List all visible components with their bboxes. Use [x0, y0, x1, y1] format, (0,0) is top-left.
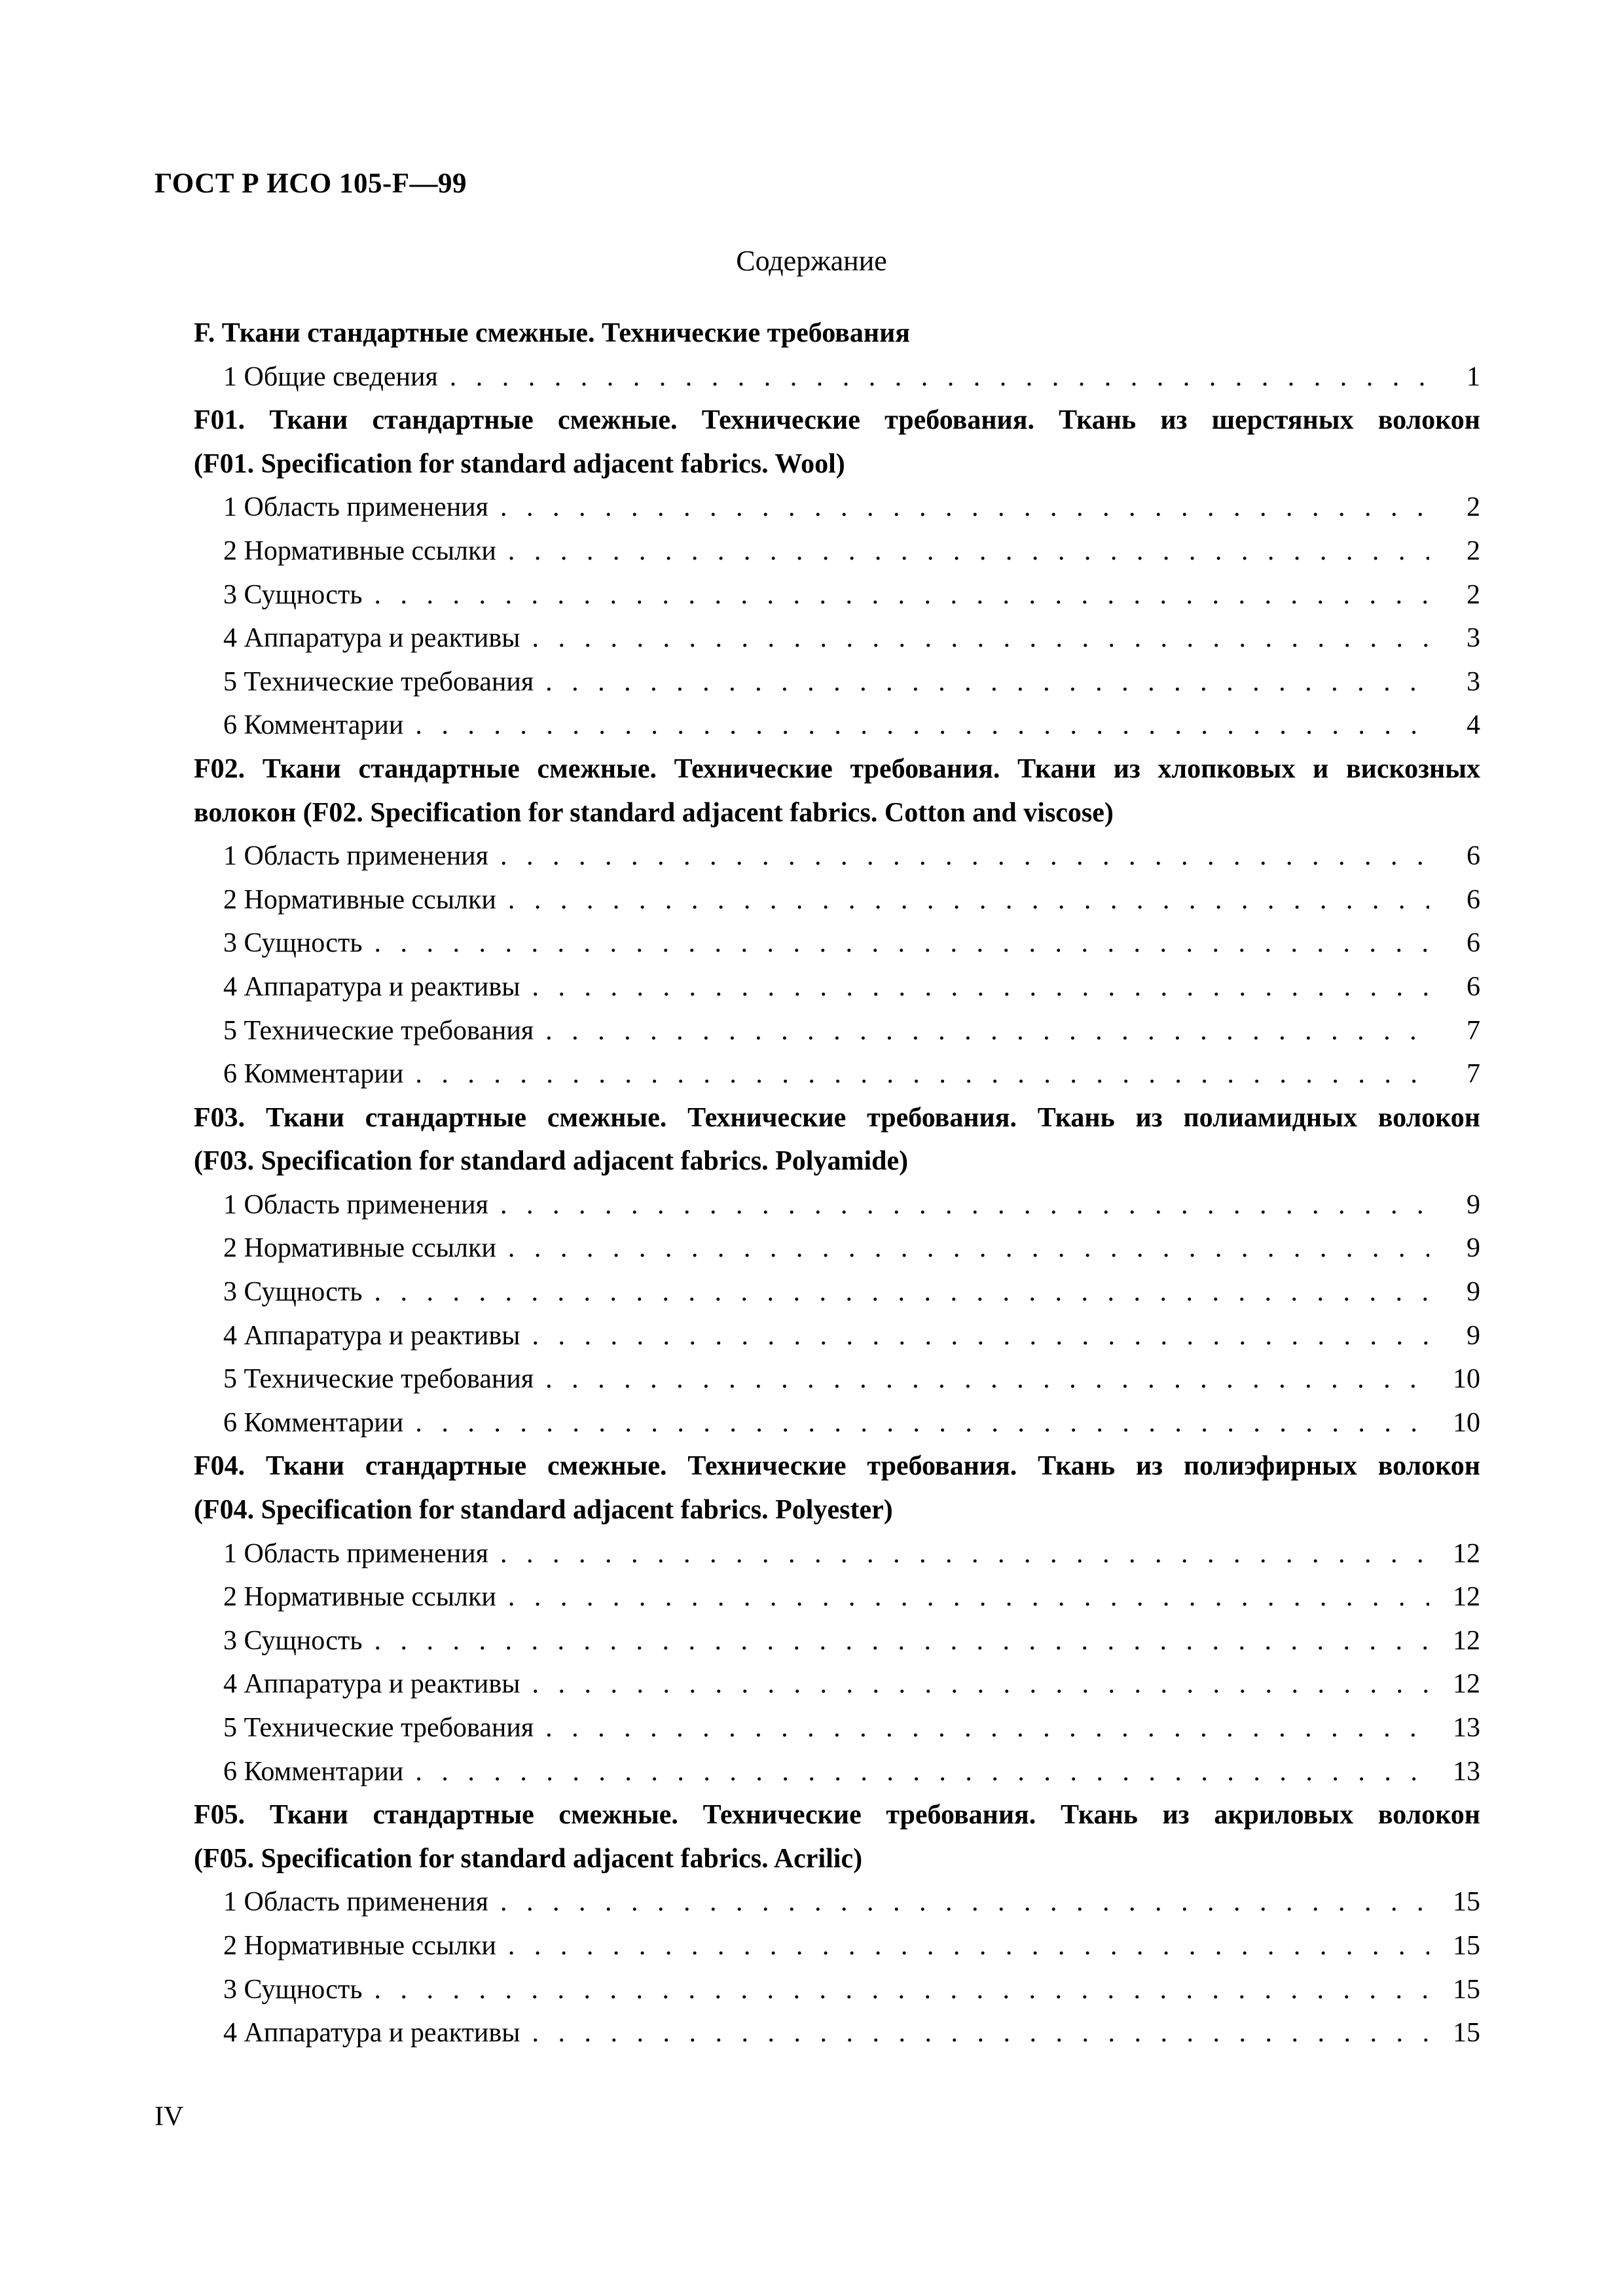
dot-leader [500, 1880, 1429, 1924]
toc-entry-label: 4 Аппаратура и реактивы [223, 2018, 520, 2049]
toc-entry[interactable] [194, 2011, 1480, 2055]
toc-entry[interactable] [194, 1968, 1480, 2012]
toc-entry-label: 5 Технические требования [223, 1364, 534, 1395]
toc-entry-label: 3 Сущность [223, 1974, 363, 2005]
dot-leader [500, 1532, 1429, 1576]
toc-entry-page: 6 [1467, 884, 1480, 915]
dot-leader [374, 1619, 1429, 1663]
toc-entry[interactable] [194, 922, 1480, 965]
dot-leader [532, 965, 1429, 1009]
toc-entry[interactable] [194, 529, 1480, 573]
dot-leader [532, 617, 1429, 660]
toc-entry[interactable] [194, 617, 1480, 660]
toc-entry-page: 9 [1467, 1189, 1480, 1220]
toc-entry[interactable] [194, 1532, 1480, 1576]
toc-entry-label: 2 Нормативные ссылки [223, 1582, 496, 1613]
toc-entry-label: 6 Комментарии [223, 1756, 404, 1787]
toc-entry-page: 15 [1453, 1974, 1480, 2005]
toc-entry-page: 6 [1467, 971, 1480, 1002]
toc-entry-label: 5 Технические требования [223, 666, 534, 697]
toc-entry-label: 4 Аппаратура и реактивы [223, 1669, 520, 1700]
toc-entry[interactable] [194, 1183, 1480, 1227]
toc-entry-page: 9 [1467, 1320, 1480, 1351]
toc-entry-page: 7 [1467, 1015, 1480, 1046]
toc-entry-label: 1 Область применения [223, 1887, 488, 1918]
section-title: F02. Ткани стандартные смежные. Технические требования. Ткани из хлопковых и вискозных [194, 753, 1480, 784]
toc-entry-label: 3 Сущность [223, 928, 363, 959]
toc-entry-label: 2 Нормативные ссылки [223, 1233, 496, 1264]
toc-entry-page: 1 [1467, 361, 1480, 392]
section-title: F. Ткани стандартные смежные. Технические требования [194, 318, 910, 348]
toc-entry-label: 2 Нормативные ссылки [223, 1930, 496, 1961]
toc-entry-page: 3 [1467, 623, 1480, 654]
toc-entry-label: 1 Область применения [223, 1189, 488, 1220]
dot-leader [508, 1924, 1429, 1968]
toc-entry[interactable] [194, 1662, 1480, 1706]
toc-entry-page: 13 [1453, 1713, 1480, 1743]
dot-leader [415, 1401, 1429, 1445]
toc-entry[interactable] [194, 355, 1480, 399]
dot-leader [374, 1270, 1429, 1314]
toc-entry-label: 3 Сущность [223, 1277, 363, 1308]
table-of-contents [194, 312, 1480, 2055]
toc-entry[interactable] [194, 1052, 1480, 1096]
toc-entry-page: 2 [1467, 535, 1480, 566]
toc-entry-page: 13 [1453, 1756, 1480, 1787]
document-code: ГОСТ Р ИСО 105-F—99 [155, 168, 467, 199]
toc-section [194, 1444, 1480, 1793]
toc-entry-page: 12 [1453, 1625, 1480, 1656]
toc-entry-page: 9 [1467, 1277, 1480, 1308]
toc-entry-label: 2 Нормативные ссылки [223, 535, 496, 566]
dot-leader [532, 1314, 1429, 1358]
toc-entry-page: 12 [1453, 1538, 1480, 1569]
toc-entry-label: 3 Сущность [223, 579, 363, 610]
section-title: F01. Ткани стандартные смежные. Технические требования. Ткань из шерстяных волокон [194, 405, 1480, 436]
toc-entry[interactable] [194, 1357, 1480, 1401]
toc-entry[interactable] [194, 1750, 1480, 1794]
toc-section [194, 747, 1480, 1096]
toc-entry-label: 1 Общие сведения [223, 361, 438, 392]
toc-section [194, 312, 1480, 399]
dot-leader [508, 878, 1429, 922]
toc-entry[interactable] [194, 1314, 1480, 1358]
toc-entry[interactable] [194, 486, 1480, 529]
dot-leader [508, 1227, 1429, 1270]
toc-entry-label: 3 Сущность [223, 1625, 363, 1656]
toc-entry[interactable] [194, 1227, 1480, 1270]
toc-entry-label: 4 Аппаратура и реактивы [223, 1320, 520, 1351]
toc-entry-label: 1 Область применения [223, 1538, 488, 1569]
toc-entry[interactable] [194, 1619, 1480, 1663]
dot-leader [500, 486, 1429, 529]
toc-entry-page: 3 [1467, 666, 1480, 697]
toc-entry[interactable] [194, 1924, 1480, 1968]
section-title: (F04. Specification for standard adjacent fabrics. Polyester) [194, 1495, 893, 1526]
dot-leader [500, 834, 1429, 878]
page-number: IV [155, 2102, 184, 2132]
toc-entry[interactable] [194, 1009, 1480, 1053]
dot-leader [374, 1968, 1429, 2012]
toc-entry[interactable] [194, 1270, 1480, 1314]
toc-entry[interactable] [194, 965, 1480, 1009]
toc-entry[interactable] [194, 1880, 1480, 1924]
toc-entry-page: 10 [1453, 1407, 1480, 1438]
dot-leader [545, 1706, 1429, 1750]
dot-leader [374, 573, 1429, 617]
toc-entry-label: 6 Комментарии [223, 1059, 404, 1090]
toc-entry-label: 6 Комментарии [223, 1407, 404, 1438]
toc-entry-page: 10 [1453, 1364, 1480, 1395]
dot-leader [532, 2011, 1429, 2055]
dot-leader [508, 529, 1429, 573]
dot-leader [415, 1052, 1429, 1096]
toc-entry-page: 2 [1467, 492, 1480, 523]
toc-entry-page: 12 [1453, 1669, 1480, 1700]
toc-entry-page: 15 [1453, 2018, 1480, 2049]
dot-leader [508, 1575, 1429, 1619]
dot-leader [500, 1183, 1429, 1227]
section-title: (F05. Specification for standard adjacent fabrics. Acrilic) [194, 1843, 863, 1874]
toc-entry[interactable] [194, 573, 1480, 617]
section-title: (F03. Specification for standard adjacent fabrics. Polyamide) [194, 1146, 909, 1177]
toc-entry-label: 4 Аппаратура и реактивы [223, 971, 520, 1002]
toc-section [194, 1096, 1480, 1445]
toc-entry-label: 2 Нормативные ссылки [223, 884, 496, 915]
toc-entry-label: 1 Область применения [223, 841, 488, 872]
section-title: (F01. Specification for standard adjacent fabrics. Wool) [194, 448, 845, 479]
toc-section [194, 399, 1480, 747]
dot-leader [450, 355, 1429, 399]
toc-entry-label: 1 Область применения [223, 492, 488, 523]
toc-entry[interactable] [194, 1706, 1480, 1750]
section-title: F03. Ткани стандартные смежные. Технические требования. Ткань из полиамидных волокон [194, 1102, 1480, 1133]
toc-entry[interactable] [194, 878, 1480, 922]
toc-entry-page: 2 [1467, 579, 1480, 610]
toc-title: Содержание [736, 245, 887, 277]
toc-entry[interactable] [194, 1401, 1480, 1445]
toc-entry[interactable] [194, 704, 1480, 747]
section-title: F05. Ткани стандартные смежные. Технические требования. Ткань из акриловых волокон [194, 1800, 1480, 1831]
dot-leader [374, 922, 1429, 965]
toc-entry[interactable] [194, 834, 1480, 878]
toc-entry-label: 5 Технические требования [223, 1713, 534, 1743]
dot-leader [415, 704, 1429, 747]
toc-entry-page: 12 [1453, 1582, 1480, 1613]
dot-leader [545, 660, 1429, 704]
toc-entry-page: 9 [1467, 1233, 1480, 1264]
toc-entry-page: 15 [1453, 1887, 1480, 1918]
toc-entry-page: 7 [1467, 1059, 1480, 1090]
toc-entry-label: 4 Аппаратура и реактивы [223, 623, 520, 654]
toc-entry-page: 15 [1453, 1930, 1480, 1961]
section-title: волокон (F02. Specification for standard adjacent fabrics. Cotton and viscose) [194, 797, 1114, 828]
dot-leader [532, 1662, 1429, 1706]
toc-entry-page: 6 [1467, 841, 1480, 872]
toc-entry-page: 6 [1467, 928, 1480, 959]
dot-leader [545, 1357, 1429, 1401]
toc-entry[interactable] [194, 660, 1480, 704]
toc-entry[interactable] [194, 1575, 1480, 1619]
toc-entry-label: 5 Технические требования [223, 1015, 534, 1046]
dot-leader [545, 1009, 1429, 1053]
toc-entry-label: 6 Комментарии [223, 710, 404, 741]
section-title: F04. Ткани стандартные смежные. Технические требования. Ткань из полиэфирных волокон [194, 1451, 1480, 1482]
dot-leader [415, 1750, 1429, 1794]
toc-entry-page: 4 [1467, 710, 1480, 741]
toc-section [194, 1793, 1480, 2055]
